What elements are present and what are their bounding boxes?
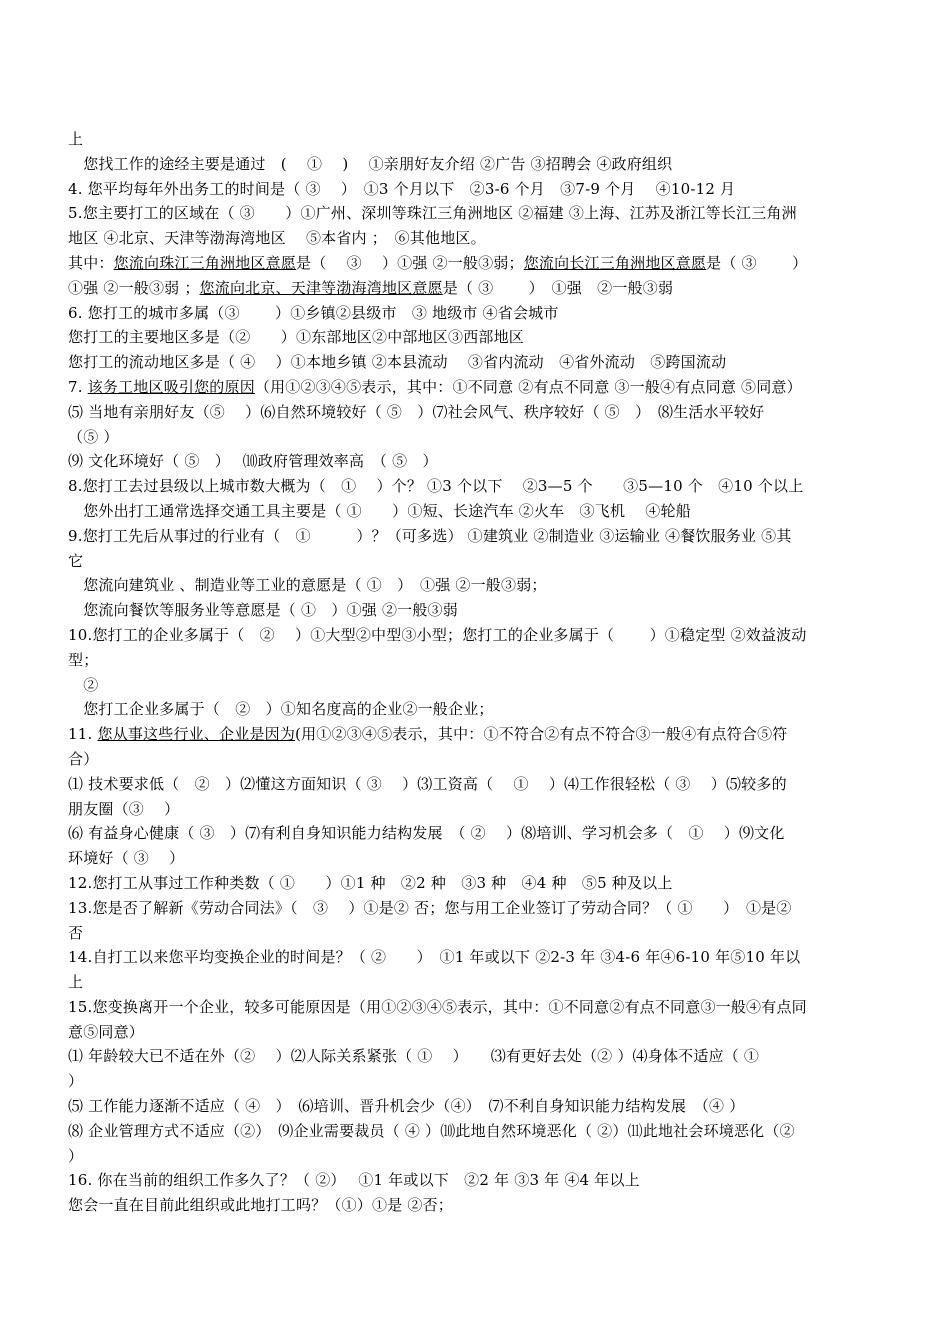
text-line [68,896,886,921]
text-segment: 您外出打工通常选择交通工具主要是（ ① ）①短、长途汽车 ②火车 ③飞机 ④轮船 [68,501,691,520]
text-segment: 您打工企业多属于（ ② ）①知名度高的企业②一般企业； [68,700,494,719]
text-line [68,201,886,226]
text-segment: ⑸ 当地有亲朋好友（⑤ ）⑹自然环境较好（ ⑤ ）⑺社会风气、秩序较好（ ⑤ ） ⑻生活水平较好 [68,402,765,421]
text-line [68,1069,886,1094]
text-line [68,226,886,251]
text-line [68,152,886,177]
text-line [68,400,886,425]
text-segment: （用①②③④⑤表示，其中：①不同意 ②有点不同意 ③一般④有点同意 ⑤同意） [254,377,802,396]
text-segment: 朋友圈（③ ） [68,799,180,818]
text-segment: ⑴ 年龄较大已不适在外（② ）⑵人际关系紧张（ ① ） ⑶有更好去处（② ）⑷身体不适应（ ① [68,1047,760,1066]
text-segment: 是（ ③ ）①强 ②一般③弱； [296,253,524,272]
text-line [68,648,886,673]
underlined-text: 您流向珠江三角洲地区意愿 [113,253,297,272]
text-segment: 9.您打工先后从事过的行业有（ ① ）？（可多选） ①建筑业 ②制造业 ③运输业 ④餐饮服务业 ⑤其 [68,526,792,545]
text-segment: 您打工的主要地区多是（② ）①东部地区②中部地区③西部地区 [68,328,525,347]
text-line [68,251,886,276]
text-segment: 是（ ③ ） [706,253,808,272]
text-segment: 地区 ④北京、天津等渤海湾地区 ⑤本省内 ； ⑥其他地区。 [68,229,486,248]
text-line [68,499,886,524]
text-segment: 否 [68,923,84,942]
underlined-text: 您流向长江三角洲地区意愿 [523,253,707,272]
text-line [68,375,886,400]
document-body [68,127,886,1218]
text-line [68,573,886,598]
text-line [68,549,886,574]
text-segment: ⑸ 工作能力逐渐不适应（ ④ ） ⑹培训、晋升机会少（④） ⑺不利自身知识能力结构发展 （④ ） [68,1097,745,1116]
text-line [68,673,886,698]
text-segment: 您打工的流动地区多是（ ④ ）①本地乡镇 ②本县流动 ③省内流动 ④省外流动 ⑤跨国流动 [68,353,727,372]
text-segment: 10.您打工的企业多属于（ ② ）①大型②中型③小型；您打工的企业多属于（ ）①稳定型 ②效益波动 [68,625,807,644]
text-line [68,1044,886,1069]
underlined-text: 您流向北京、天津等渤海湾地区意愿 [199,278,443,297]
underlined-text: 该务工地区吸引您的原因 [87,377,255,396]
text-line [68,772,886,797]
text-line [68,722,886,747]
text-line [68,325,886,350]
text-line [68,846,886,871]
text-line [68,276,886,301]
text-segment: （⑤ ） [68,427,119,446]
text-line [68,1144,886,1169]
text-segment: 16. 你在当前的组织工作多久了？（ ②） ①1 年或以下 ②2 年 ③3 年 ④4 年以上 [68,1171,640,1190]
text-line [68,301,886,326]
text-line [68,697,886,722]
text-line [68,177,886,202]
text-segment: ） [68,1072,84,1091]
text-line [68,350,886,375]
text-segment: ⑹ 有益身心健康（ ③ ）⑺有利自身知识能力结构发展 （ ② ）⑻培训、学习机会多（ ① ）⑼文化 [68,824,785,843]
text-line [68,598,886,623]
text-line [68,1193,886,1218]
text-segment: (用①②③④⑤表示，其中：①不符合②有点不符合③一般④有点符合⑤符 [295,725,788,744]
text-segment: 环境好（ ③ ） [68,849,185,868]
text-line [68,1094,886,1119]
text-line [68,127,886,152]
text-segment: 上 [68,130,84,148]
text-line [68,449,886,474]
text-segment: 您流向餐饮等服务业等意愿是（ ① ）①强 ②一般③弱 [68,601,458,620]
text-segment: 7. [68,377,88,396]
text-line [68,1119,886,1144]
text-line [68,945,886,970]
text-segment: 6. 您打工的城市多属（③ ）①乡镇②县级市 ③ 地级市 ④省会城市 [68,303,559,322]
text-segment: 您会一直在目前此组织或此地打工吗？（①）①是 ②否； [68,1196,453,1215]
text-line [68,921,886,946]
text-segment: 其中： [68,253,114,272]
text-line [68,871,886,896]
text-line [68,797,886,822]
text-line [68,970,886,995]
text-line [68,474,886,499]
text-segment: 您找工作的途经主要是通过 ( ① ) ①亲朋好友介绍 ②广告 ③招聘会 ④政府组织 [68,154,673,173]
text-segment: 您流向建筑业 、制造业等工业的意愿是（ ① ） ①强 ②一般③弱； [68,576,547,595]
text-segment: ② [68,675,99,694]
text-segment: 型； [68,650,99,669]
text-segment: ⑴ 技术要求低（ ② ）⑵懂这方面知识（ ③ ）⑶工资高（ ① ）⑷工作很轻松（ ③ ）⑸较多的 [68,774,787,793]
text-segment: ⑼ 文化环境好（ ⑤ ） ⑽政府管理效率高 （ ⑤ ） [68,452,438,471]
text-segment: 是（ ③ ） ①强 ②一般③弱 [442,278,674,297]
text-segment: 4. 您平均每年外出务工的时间是（ ③ ） ①3 个月以下 ②3-6 个月 ③7-9 个月 ④10-12 月 [68,179,736,198]
text-segment: 上 [68,973,84,992]
text-segment: 合） [68,749,99,768]
text-segment: 8.您打工去过县级以上城市数大概为（ ① ）个？ ①3 个以下 ②3—5 个 ③5—10 个 ④10 个以上 [68,477,804,496]
text-line [68,1168,886,1193]
text-line [68,425,886,450]
text-segment: 5.您主要打工的区域在（ ③ ）①广州、深圳等珠江三角洲地区 ②福建 ③上海、江苏及浙江等长江三角洲 [68,204,797,223]
text-segment: 13.您是否了解新《劳动合同法》（ ③ ）①是② 否；您与用工企业签订了劳动合同？（ ① ） ①是② [68,898,792,917]
text-segment: 12.您打工从事过工作种类数（ ① ）①1 种 ②2 种 ③3 种 ④4 种 ⑤5 种及以上 [68,873,673,892]
text-segment: 15.您变换离开一个企业，较多可能原因是（用①②③④⑤表示，其中：①不同意②有点不同意③一般④有点同 [68,997,807,1016]
text-segment: ①强 ②一般③弱 ； [68,278,200,297]
text-line [68,524,886,549]
text-segment: 它 [68,551,84,570]
text-line [68,747,886,772]
text-segment: 14.自打工以来您平均变换企业的时间是？（ ② ） ①1 年或以下 ②2-3 年 ③4-6 年④6-10 年⑤10 年以 [68,948,801,967]
text-segment: 意⑤同意） [68,1022,145,1041]
underlined-text: 您从事这些行业、企业是因为 [97,725,296,744]
text-line [68,995,886,1020]
text-segment: ） [68,1146,84,1165]
text-segment: 11. [68,725,98,744]
text-line [68,821,886,846]
text-segment: ⑻ 企业管理方式不适应（②） ⑼企业需要裁员（ ④ ）⑽此地自然环境恶化（ ②）⑾此地社会环境恶化（② [68,1121,795,1140]
text-line [68,623,886,648]
text-line [68,1020,886,1045]
